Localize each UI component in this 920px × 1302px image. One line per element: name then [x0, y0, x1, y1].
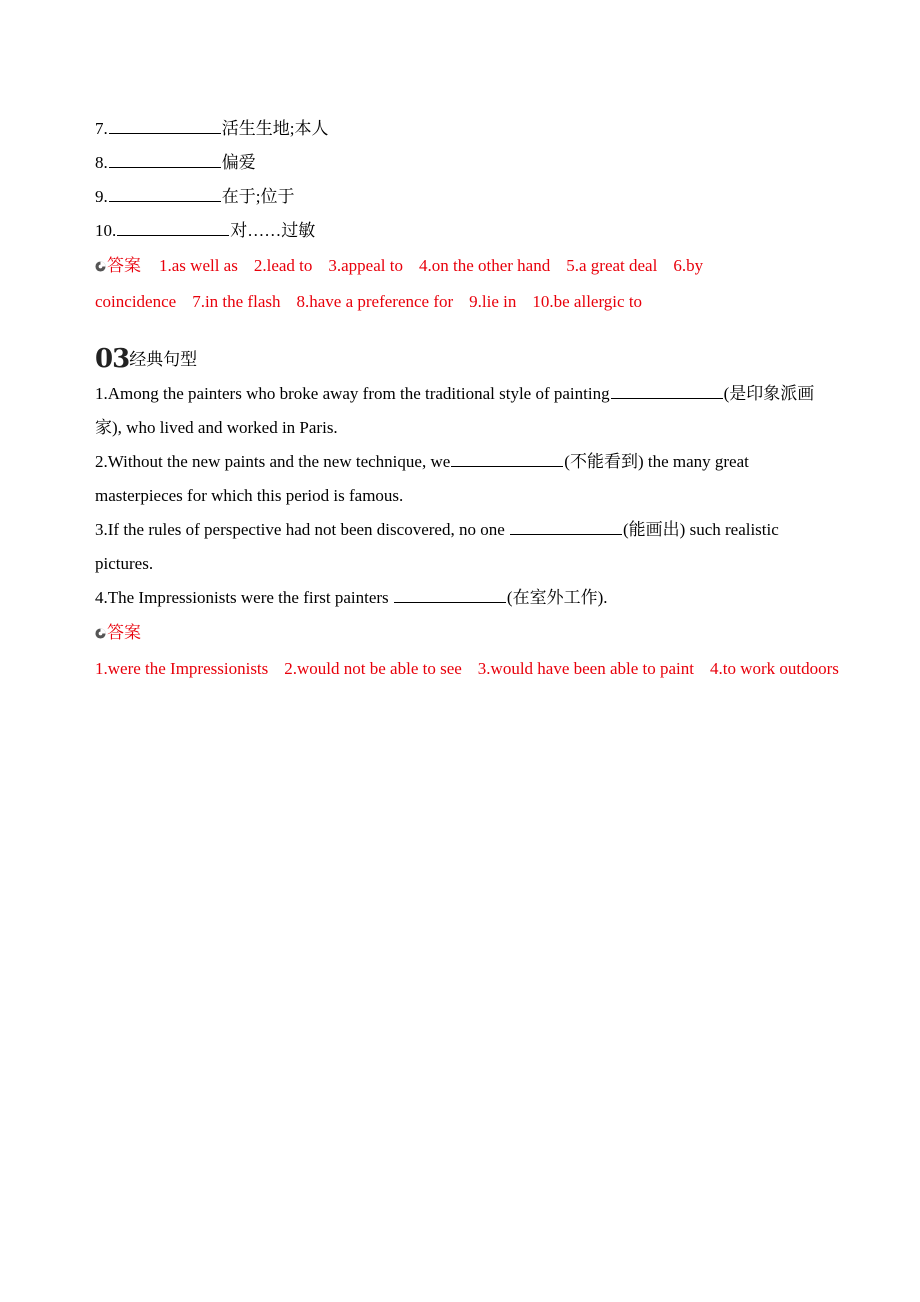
answer-item: 6.by coincidence: [95, 256, 704, 311]
answer-item: 2.lead to: [253, 256, 313, 275]
sentence-hint: (不能看到) the many great masterpieces for which this period is famous.: [95, 452, 749, 505]
answer-icon: [95, 628, 106, 639]
sentence-text: 3.If the rules of perspective had not been discovered, no one: [95, 520, 509, 539]
item-meaning: 对……过敏: [230, 221, 316, 240]
answer-item: 1.as well as: [159, 256, 238, 275]
answer-item: 8.have a preference for: [296, 292, 454, 311]
answer-item: 1.were the Impressionists: [95, 659, 269, 678]
answer-blank[interactable]: [109, 116, 221, 134]
sentence-item: [95, 377, 825, 445]
sentence-answer-block: [95, 615, 839, 687]
section-number: 03: [95, 344, 130, 374]
item-number: 8.: [95, 153, 108, 172]
answer-blank[interactable]: [394, 585, 506, 603]
document-page: [95, 112, 839, 687]
item-number: 7.: [95, 119, 108, 138]
answer-label: 答案: [107, 256, 141, 275]
sentence-hint: (是印象派画家), who lived and worked in Paris.: [95, 384, 815, 437]
answer-item: 10.be allergic to: [532, 292, 643, 311]
item-number: 10.: [95, 221, 117, 240]
sentence-item: [95, 513, 825, 581]
answer-item: 4.to work outdoors: [710, 659, 839, 678]
item-meaning: 在于;位于: [221, 187, 295, 206]
answer-item: 3.appeal to: [328, 256, 403, 275]
vocab-item: [95, 180, 825, 214]
answer-blank[interactable]: [109, 150, 221, 168]
sentence-text: 2.Without the new paints and the new technique, we: [95, 452, 451, 471]
vocab-answer-block: [95, 248, 825, 320]
answer-icon: [95, 261, 106, 272]
sentence-hint: (在室外工作).: [506, 588, 608, 607]
item-meaning: 偏爱: [221, 153, 256, 172]
answer-blank[interactable]: [117, 218, 229, 236]
sentence-text: 1.Among the painters who broke away from the traditional style of painting: [95, 384, 610, 403]
section-title: 经典句型: [129, 350, 198, 369]
answer-item: 7.in the flash: [192, 292, 281, 311]
answer-item: 9.lie in: [469, 292, 517, 311]
answer-item: 5.a great deal: [566, 256, 658, 275]
vocab-item: [95, 214, 825, 248]
section-heading: [95, 342, 825, 377]
answer-item: 3.would have been able to paint: [477, 659, 695, 678]
vocab-item: [95, 112, 825, 146]
item-meaning: 活生生地;本人: [221, 119, 329, 138]
answer-blank[interactable]: [109, 184, 221, 202]
vocab-item: [95, 146, 825, 180]
answer-label: 答案: [107, 623, 141, 642]
sentence-item: [95, 445, 825, 513]
answer-item: 2.would not be able to see: [284, 659, 462, 678]
sentence-hint: (能画出) such realistic pictures.: [95, 520, 779, 573]
item-number: 9.: [95, 187, 108, 206]
answer-blank[interactable]: [611, 381, 723, 399]
sentence-item: [95, 581, 825, 615]
answer-blank[interactable]: [510, 517, 622, 535]
answer-item: 4.on the other hand: [418, 256, 551, 275]
answer-blank[interactable]: [451, 449, 563, 467]
sentence-text: 4.The Impressionists were the first painters: [95, 588, 393, 607]
